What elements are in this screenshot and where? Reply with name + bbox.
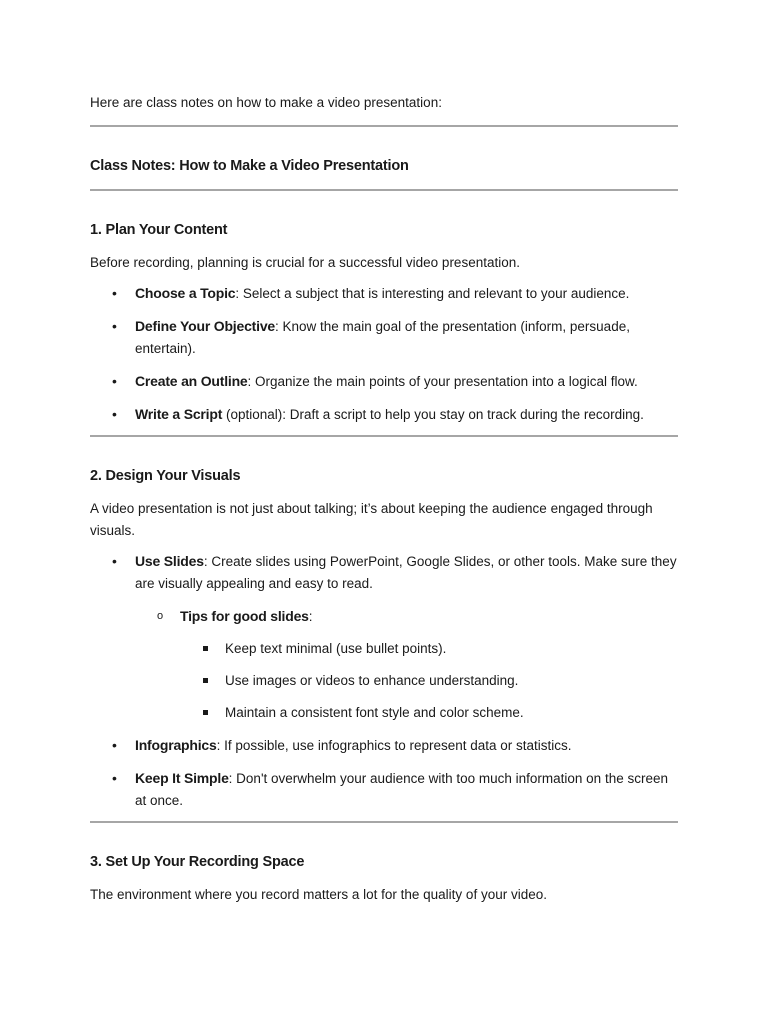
list-item (90, 403, 678, 426)
divider (90, 189, 678, 191)
bullet-list (90, 550, 678, 812)
list-item-text: : Organize the main points of your presentation into a logical flow. (247, 374, 638, 389)
sub-list-item-term: Tips for good slides (180, 608, 309, 624)
list-item (90, 370, 678, 393)
sub-list-item-text: : (308, 609, 313, 624)
list-item-text: : If possible, use infographics to represent data or statistics. (216, 738, 572, 753)
list-item-term: Write a Script (135, 406, 223, 422)
list-item-text: : Select a subject that is interesting and relevant to your audience. (235, 286, 630, 301)
tip-item: Keep text minimal (use bullet points). (180, 638, 678, 660)
list-item (90, 315, 678, 360)
tip-item: Maintain a consistent font style and color scheme. (180, 702, 678, 724)
section-design-visuals (90, 466, 678, 812)
section-paragraph: Before recording, planning is crucial for a successful video presentation. (90, 255, 520, 270)
document-title: Class Notes: How to Make a Video Presentation (90, 158, 409, 174)
list-item-text: : Know the main goal of the presentation (inform, persuade, entertain). (135, 319, 630, 356)
list-item (90, 767, 678, 812)
list-item-term: Choose a Topic (135, 285, 236, 301)
divider (90, 821, 678, 823)
section-paragraph: The environment where you record matters a lot for the quality of your video. (90, 887, 547, 902)
section-heading: 1. Plan Your Content (90, 222, 228, 238)
list-item (90, 734, 678, 757)
list-item-text: : Create slides using PowerPoint, Google Slides, or other tools. Make sure they are visually appealing and easy to read. (135, 554, 677, 591)
list-item-text: : Don't overwhelm your audience with too much information on the screen at once. (135, 771, 668, 808)
section-recording-space (90, 852, 678, 906)
list-item (90, 550, 678, 724)
list-item (90, 282, 678, 305)
bullet-list (90, 282, 678, 426)
section-heading: 2. Design Your Visuals (90, 468, 241, 484)
tips-list (180, 638, 678, 724)
sub-list-item (135, 605, 678, 724)
section-plan-content (90, 220, 678, 426)
sub-list (135, 605, 678, 724)
list-item-term: Define Your Objective (135, 318, 275, 334)
intro-text: Here are class notes on how to make a video presentation: (90, 95, 442, 110)
section-heading: 3. Set Up Your Recording Space (90, 854, 305, 870)
divider (90, 125, 678, 127)
list-item-term: Keep It Simple (135, 770, 229, 786)
list-item-term: Infographics (135, 737, 217, 753)
divider (90, 435, 678, 437)
list-item-term: Create an Outline (135, 373, 248, 389)
section-paragraph: A video presentation is not just about talking; it’s about keeping the audience engaged through visuals. (90, 501, 653, 538)
list-item-text: (optional): Draft a script to help you stay on track during the recording. (222, 407, 644, 422)
tip-item: Use images or videos to enhance understanding. (180, 670, 678, 692)
list-item-term: Use Slides (135, 553, 204, 569)
